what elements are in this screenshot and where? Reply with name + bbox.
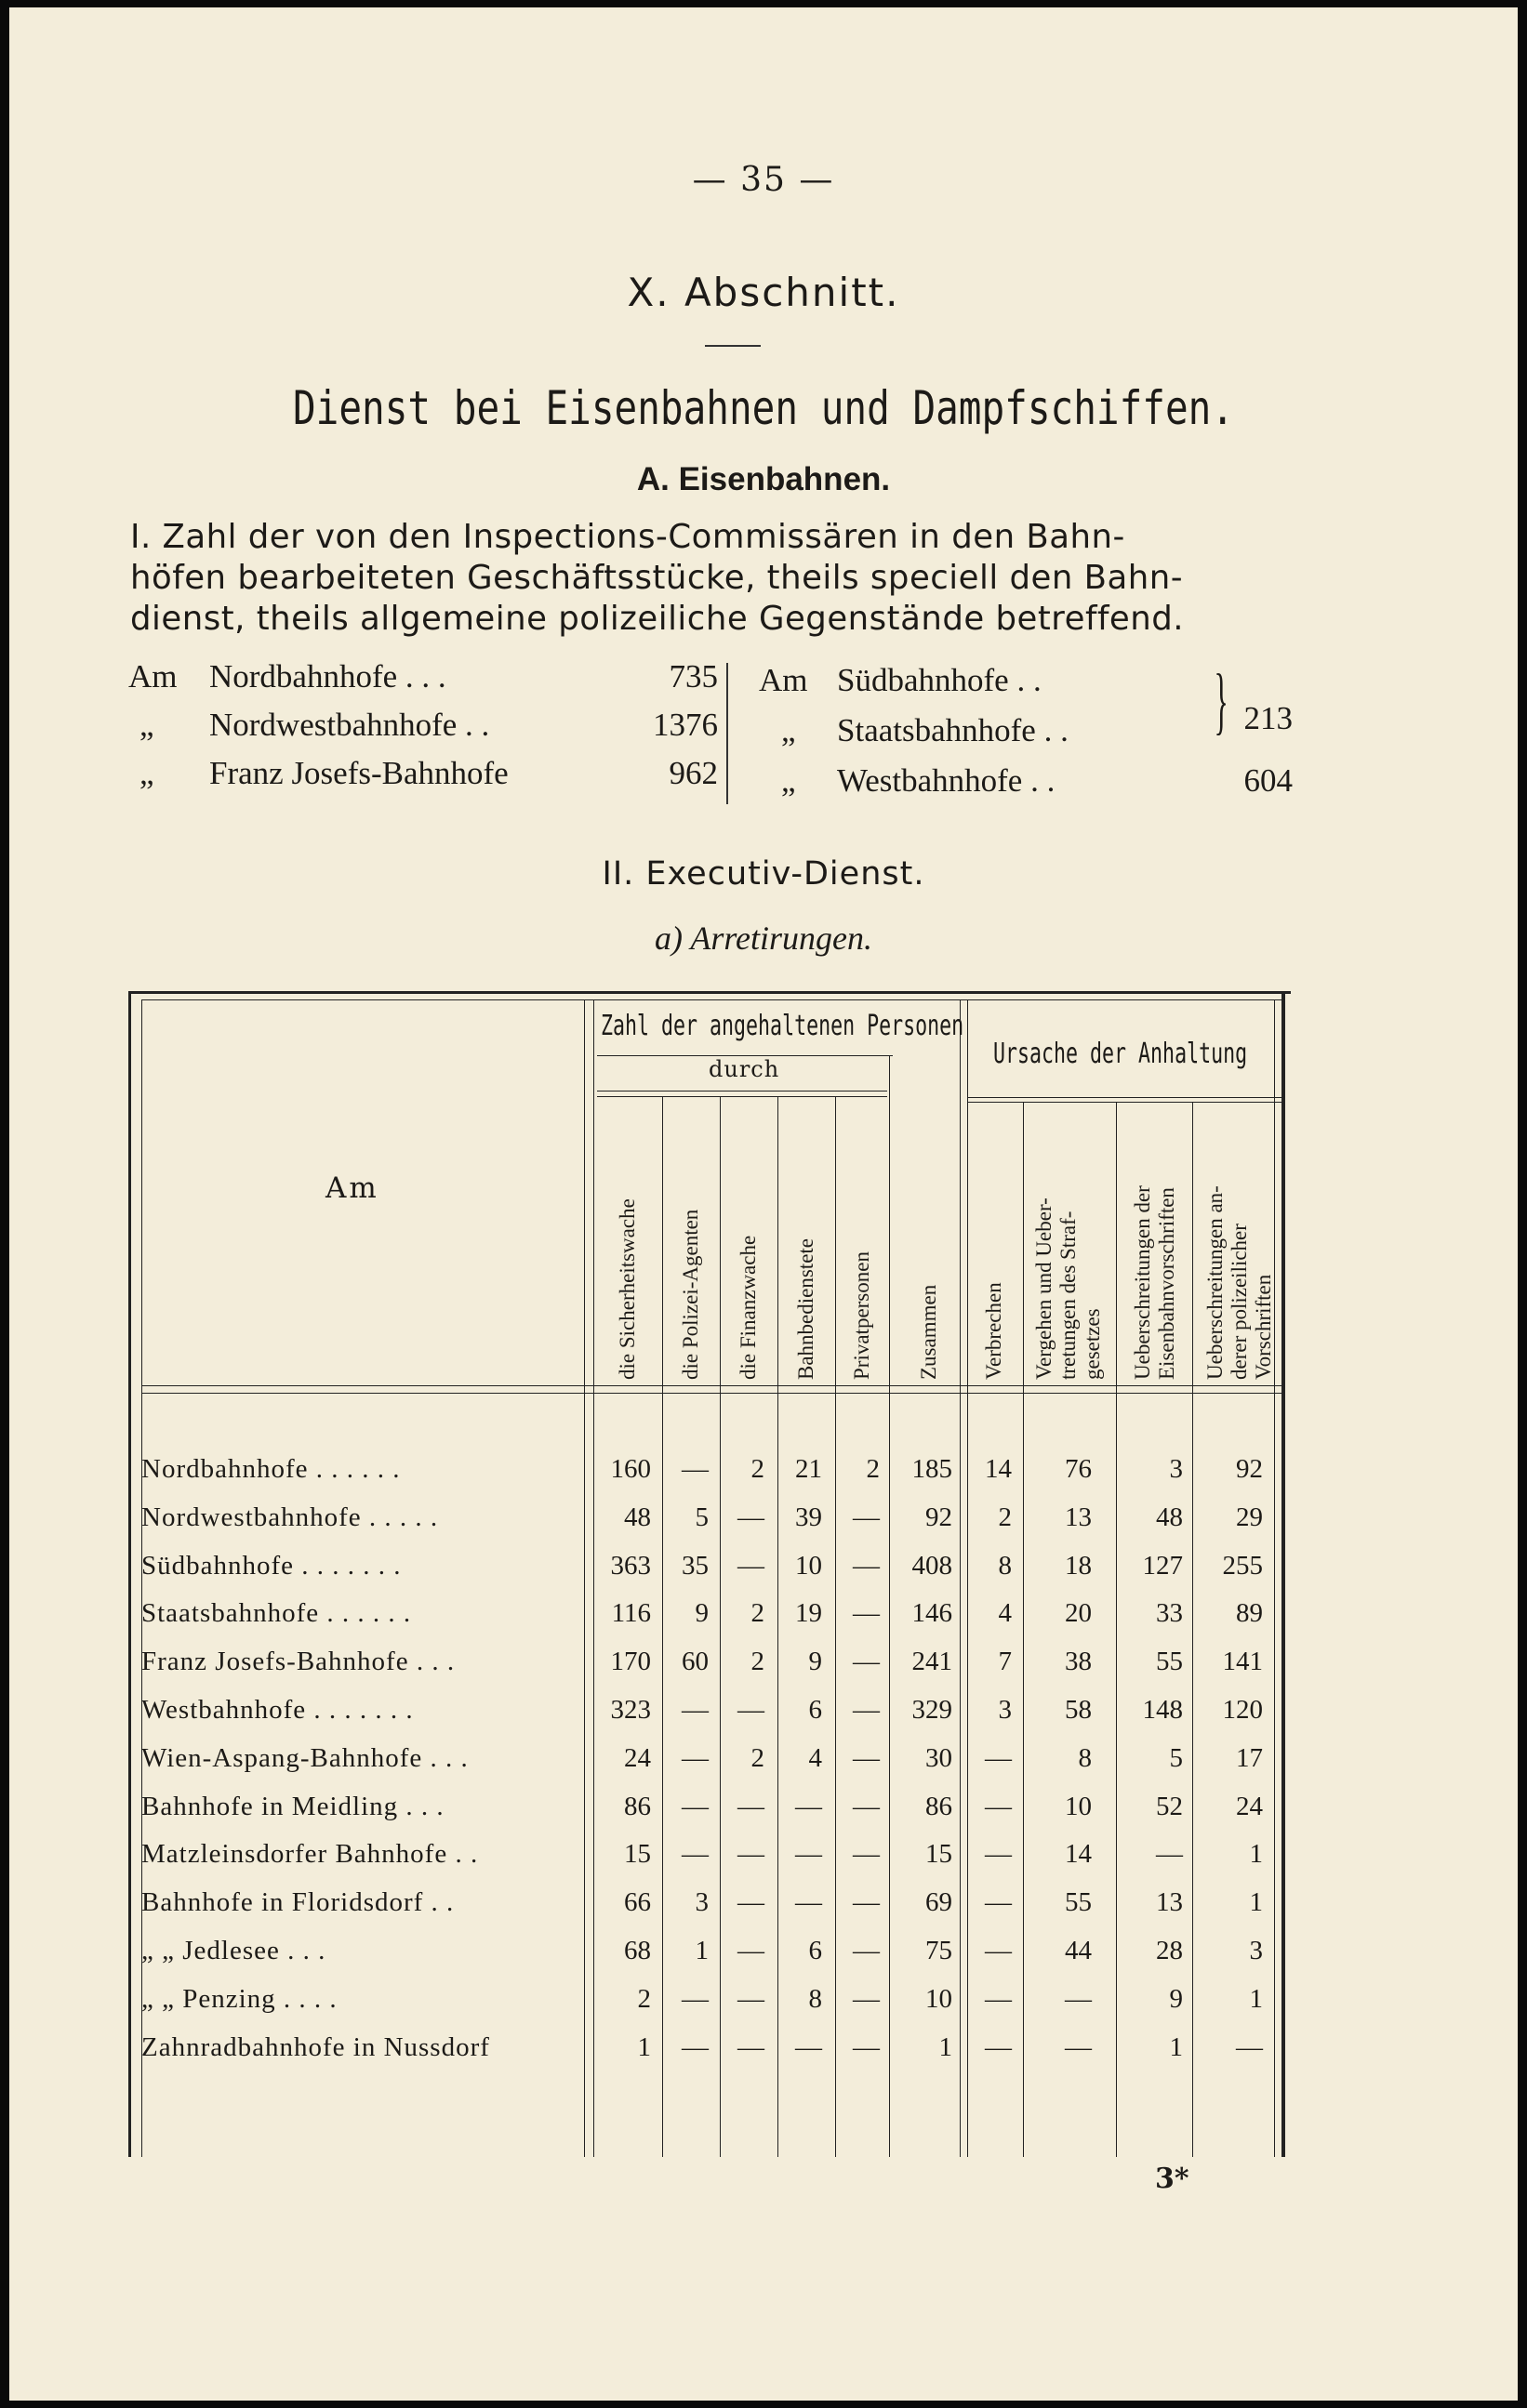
section-title: X. Abschnitt. — [627, 270, 900, 315]
table-top-rule — [128, 991, 1291, 994]
table-cell: 3 — [695, 1887, 709, 1918]
table-cell: 2 — [750, 1454, 764, 1484]
table-cell: 2 — [750, 1742, 764, 1773]
header-bottom-rule — [141, 1393, 1281, 1394]
table-cell: 48 — [1156, 1502, 1183, 1532]
stat-label: Westbahnhofe . . — [837, 762, 1056, 799]
table-cell: 29 — [1236, 1502, 1263, 1532]
table-cell: — — [795, 1887, 822, 1918]
table-cell: 55 — [1156, 1647, 1183, 1677]
header-rule — [597, 1096, 887, 1097]
table-cell: 20 — [1065, 1598, 1092, 1629]
table-cell: — — [737, 2031, 764, 2062]
table-cell: 10 — [925, 1983, 952, 2014]
table-cell: 66 — [624, 1887, 651, 1918]
stats-divider — [726, 663, 728, 804]
stat-value: 735 — [669, 658, 718, 695]
table-cell: 9 — [695, 1598, 709, 1629]
stat-label: Nordbahnhofe . . . — [209, 658, 446, 695]
table-cell: — — [1236, 2031, 1263, 2062]
table-cell: 170 — [610, 1647, 651, 1677]
table-cell: 3 — [998, 1695, 1012, 1725]
main-title: Dienst bei Eisenbahnen und Dampfschiffen. — [292, 381, 1235, 435]
table-cell: 2 — [637, 1983, 651, 2014]
table-cell: 1 — [1249, 1887, 1263, 1918]
table-cell: — — [737, 1936, 764, 1965]
stat-prefix: Am — [759, 662, 808, 698]
stat-value: 213 — [1243, 700, 1293, 736]
table-cell: 2 — [750, 1598, 764, 1629]
table-cell: — — [682, 1454, 709, 1484]
table-cell: 15 — [624, 1839, 651, 1870]
table-cell: — — [853, 1598, 880, 1629]
table-cell: — — [1065, 2031, 1092, 2062]
intro-line: I. Zahl der von den Inspections-Commissären in den Bahn- — [130, 518, 1125, 556]
table-cell: 24 — [624, 1742, 651, 1773]
table-cell: 10 — [795, 1550, 822, 1581]
table-cell: 55 — [1065, 1887, 1092, 1918]
table-cell: — — [737, 1502, 764, 1532]
table-cell: 17 — [1236, 1742, 1263, 1773]
table-cell: — — [853, 1791, 880, 1821]
stat-prefix: „ — [781, 762, 796, 799]
table-cell: 7 — [998, 1647, 1012, 1677]
header-col-crimes: Verbrechen — [982, 1282, 1005, 1380]
header-durch: durch — [709, 1056, 780, 1082]
table-cell: — — [985, 2031, 1012, 2062]
table-cell: 6 — [808, 1695, 822, 1725]
table-cell: 1 — [1249, 1983, 1263, 2014]
row-label: Matzleinsdorfer Bahnhofe . . — [141, 1839, 479, 1870]
row-label: Nordwestbahnhofe . . . . . — [141, 1502, 439, 1532]
col-rule — [584, 999, 585, 2157]
col-rule — [960, 999, 961, 2157]
table-cell: — — [737, 1791, 764, 1821]
table-cell: 24 — [1236, 1791, 1263, 1821]
page-number: — 35 — — [692, 161, 835, 199]
stat-label: Nordwestbahnhofe . . — [209, 707, 490, 743]
table-cell: 1 — [637, 2031, 651, 2062]
table-cell: 15 — [925, 1839, 952, 1870]
subtitle-arrests: a) Arretirungen. — [655, 920, 872, 957]
table-cell: 146 — [911, 1598, 952, 1629]
table-cell: 5 — [695, 1502, 709, 1532]
table-cell: 8 — [808, 1983, 822, 2014]
table-cell: 14 — [1065, 1839, 1092, 1870]
table-cell: 116 — [611, 1598, 651, 1629]
table-cell: 38 — [1065, 1647, 1092, 1677]
table-cell: 120 — [1222, 1695, 1263, 1725]
table-cell: 18 — [1065, 1550, 1092, 1581]
intro-line: dienst, theils allgemeine polizeiliche Gegenstände betreffend. — [130, 600, 1185, 638]
table-cell: — — [682, 1839, 709, 1870]
table-cell: — — [682, 2031, 709, 2062]
table-cell: — — [795, 2031, 822, 2062]
brace-icon: } — [1214, 660, 1228, 742]
table-cell: 1 — [695, 1936, 709, 1965]
header-col-railway-staff: Bahnbedienstete — [794, 1237, 817, 1380]
table-cell: — — [682, 1695, 709, 1725]
table-cell: 86 — [624, 1791, 651, 1821]
table-cell: 1 — [1249, 1839, 1263, 1870]
table-cell: 3 — [1249, 1936, 1263, 1965]
header-col-offences: Vergehen und Ueber- tretungen des Straf- gesetzes — [1032, 1197, 1104, 1380]
stat-label: Franz Josefs-Bahnhofe — [209, 755, 509, 791]
table-cell: — — [737, 1887, 764, 1918]
table-cell: 141 — [1222, 1647, 1263, 1677]
table-cell: 89 — [1236, 1598, 1263, 1629]
table-cell: 127 — [1142, 1550, 1183, 1581]
table-cell: — — [737, 1983, 764, 2014]
table-cell: — — [853, 1839, 880, 1870]
table-cell: 33 — [1156, 1598, 1183, 1629]
row-label: Zahnradbahnhofe in Nussdorf — [141, 2031, 490, 2062]
row-label: Wien-Aspang-Bahnhofe . . . — [141, 1742, 469, 1773]
col-rule — [1116, 1102, 1117, 2157]
table-cell: — — [853, 1550, 880, 1581]
header-rule — [967, 1097, 1281, 1098]
table-cell: 5 — [1169, 1742, 1183, 1773]
table-cell: 58 — [1065, 1695, 1092, 1725]
stat-label: Südbahnhofe . . — [837, 662, 1042, 698]
table-cell: 2 — [750, 1647, 764, 1677]
table-right-rule — [1281, 991, 1285, 2157]
table-cell: 6 — [808, 1936, 822, 1965]
table-cell: — — [682, 1983, 709, 2014]
table-cell: — — [853, 1887, 880, 1918]
header-bottom-rule — [141, 1385, 1281, 1386]
stat-prefix: Am — [128, 658, 178, 695]
table-cell: — — [985, 1839, 1012, 1870]
table-cell: 363 — [610, 1550, 651, 1581]
table-cell: — — [985, 1983, 1012, 2014]
page-sheet — [9, 7, 1518, 2401]
table-cell: — — [853, 1742, 880, 1773]
intro-line: höfen bearbeiteten Geschäftsstücke, theils speciell den Bahn- — [130, 559, 1184, 597]
header-col-other-violations: Ueberschreitungen an- derer polizeilicher Vorschriften — [1203, 1185, 1275, 1380]
table-cell: 60 — [682, 1647, 709, 1677]
stat-prefix: „ — [781, 712, 796, 748]
table-cell: 14 — [985, 1454, 1012, 1484]
table-cell: 21 — [795, 1454, 822, 1484]
table-cell: 39 — [795, 1502, 822, 1532]
stat-value: 604 — [1243, 762, 1293, 799]
row-label: Bahnhofe in Floridsdorf . . — [141, 1887, 455, 1918]
table-cell: 68 — [624, 1936, 651, 1965]
table-cell: 69 — [925, 1887, 952, 1918]
header-col-finance-guard: die Finanzwache — [737, 1235, 760, 1380]
header-am: Am — [325, 1171, 379, 1205]
col-rule — [593, 999, 594, 2157]
table-cell: 2 — [866, 1454, 880, 1484]
row-label: Franz Josefs-Bahnhofe . . . — [141, 1647, 456, 1677]
table-cell: 408 — [911, 1550, 952, 1581]
table-cell: 160 — [610, 1454, 651, 1484]
subtitle-railways: A. Eisenbahnen. — [636, 461, 891, 497]
header-col-police-agents: die Polizei-Agenten — [679, 1209, 702, 1380]
table-cell: — — [853, 1647, 880, 1677]
header-cause-group: Ursache der Anhaltung — [993, 1038, 1248, 1070]
row-label: Südbahnhofe . . . . . . . — [141, 1550, 402, 1581]
table-cell: 76 — [1065, 1454, 1092, 1484]
table-cell: 1 — [1169, 2031, 1183, 2062]
table-cell: 19 — [795, 1598, 822, 1629]
table-cell: 35 — [682, 1550, 709, 1581]
header-col-private-persons: Privatpersonen — [850, 1251, 873, 1380]
header-col-railway-violations: Ueberschreitungen der Eisenbahnvorschriften — [1131, 1185, 1178, 1380]
table-cell: — — [985, 1887, 1012, 1918]
signature-mark: 3* — [1155, 2163, 1189, 2195]
table-cell: — — [1065, 1983, 1092, 2014]
header-col-security-guard: die Sicherheitswache — [616, 1198, 639, 1380]
table-cell: — — [682, 1742, 709, 1773]
table-cell: 13 — [1156, 1887, 1183, 1918]
table-cell: 323 — [610, 1695, 651, 1725]
table-cell: — — [682, 1791, 709, 1821]
title-divider — [705, 345, 761, 347]
table-cell: — — [853, 2031, 880, 2062]
row-label: „ „ Jedlesee . . . — [141, 1936, 326, 1965]
header-rule — [597, 1091, 887, 1092]
stat-value: 1376 — [653, 707, 718, 743]
table-cell: 2 — [998, 1502, 1012, 1532]
table-cell: 9 — [1169, 1983, 1183, 2014]
stat-prefix: „ — [139, 707, 154, 743]
table-cell: 148 — [1142, 1695, 1183, 1725]
table-cell: 4 — [998, 1598, 1012, 1629]
table-cell: 255 — [1222, 1550, 1263, 1581]
table-cell: 92 — [925, 1502, 952, 1532]
row-label: Nordbahnhofe . . . . . . — [141, 1454, 401, 1484]
subtitle-executive: II. Executiv-Dienst. — [602, 855, 925, 893]
table-cell: — — [737, 1695, 764, 1725]
table-cell: — — [737, 1550, 764, 1581]
table-cell: — — [1156, 1839, 1183, 1870]
table-cell: — — [853, 1502, 880, 1532]
row-label: Bahnhofe in Meidling . . . — [141, 1791, 445, 1821]
table-cell: 30 — [925, 1742, 952, 1773]
table-cell: — — [985, 1742, 1012, 1773]
row-label: Staatsbahnhofe . . . . . . — [141, 1598, 412, 1629]
table-cell: 86 — [925, 1791, 952, 1821]
table-cell: 52 — [1156, 1791, 1183, 1821]
table-cell: 3 — [1169, 1454, 1183, 1484]
table-top-inner-rule — [141, 999, 1285, 1000]
table-cell: 241 — [911, 1647, 952, 1677]
col-rule — [1023, 1102, 1024, 2157]
stat-prefix: „ — [139, 755, 154, 791]
table-cell: — — [795, 1791, 822, 1821]
intro-paragraph — [130, 517, 1293, 640]
header-col-total: Zusammen — [917, 1284, 940, 1380]
table-cell: — — [795, 1839, 822, 1870]
table-cell: — — [985, 1936, 1012, 1965]
table-cell: — — [853, 1983, 880, 2014]
table-cell: 1 — [938, 2031, 952, 2062]
row-label: Westbahnhofe . . . . . . . — [141, 1695, 414, 1725]
col-rule — [1192, 1102, 1193, 2157]
stat-label: Staatsbahnhofe . . — [837, 712, 1069, 748]
table-cell: 8 — [1078, 1742, 1092, 1773]
table-cell: 185 — [911, 1454, 952, 1484]
table-cell: 8 — [998, 1550, 1012, 1581]
table-cell: — — [985, 1791, 1012, 1821]
table-cell: 92 — [1236, 1454, 1263, 1484]
table-cell: 9 — [808, 1647, 822, 1677]
table-cell: 13 — [1065, 1502, 1092, 1532]
table-cell: 44 — [1065, 1936, 1092, 1965]
stat-value: 962 — [669, 755, 718, 791]
table-left-rule — [128, 991, 131, 2157]
header-persons-group: Zahl der angehaltenen Personen — [601, 1010, 964, 1042]
table-cell: 10 — [1065, 1791, 1092, 1821]
table-cell: 28 — [1156, 1936, 1183, 1965]
table-cell: — — [737, 1839, 764, 1870]
table-cell: 4 — [808, 1742, 822, 1773]
table-cell: 329 — [911, 1695, 952, 1725]
table-cell: — — [853, 1936, 880, 1965]
table-cell: 48 — [624, 1502, 651, 1532]
row-label: „ „ Penzing . . . . — [141, 1983, 338, 2014]
table-cell: 75 — [925, 1936, 952, 1965]
table-cell: — — [853, 1695, 880, 1725]
